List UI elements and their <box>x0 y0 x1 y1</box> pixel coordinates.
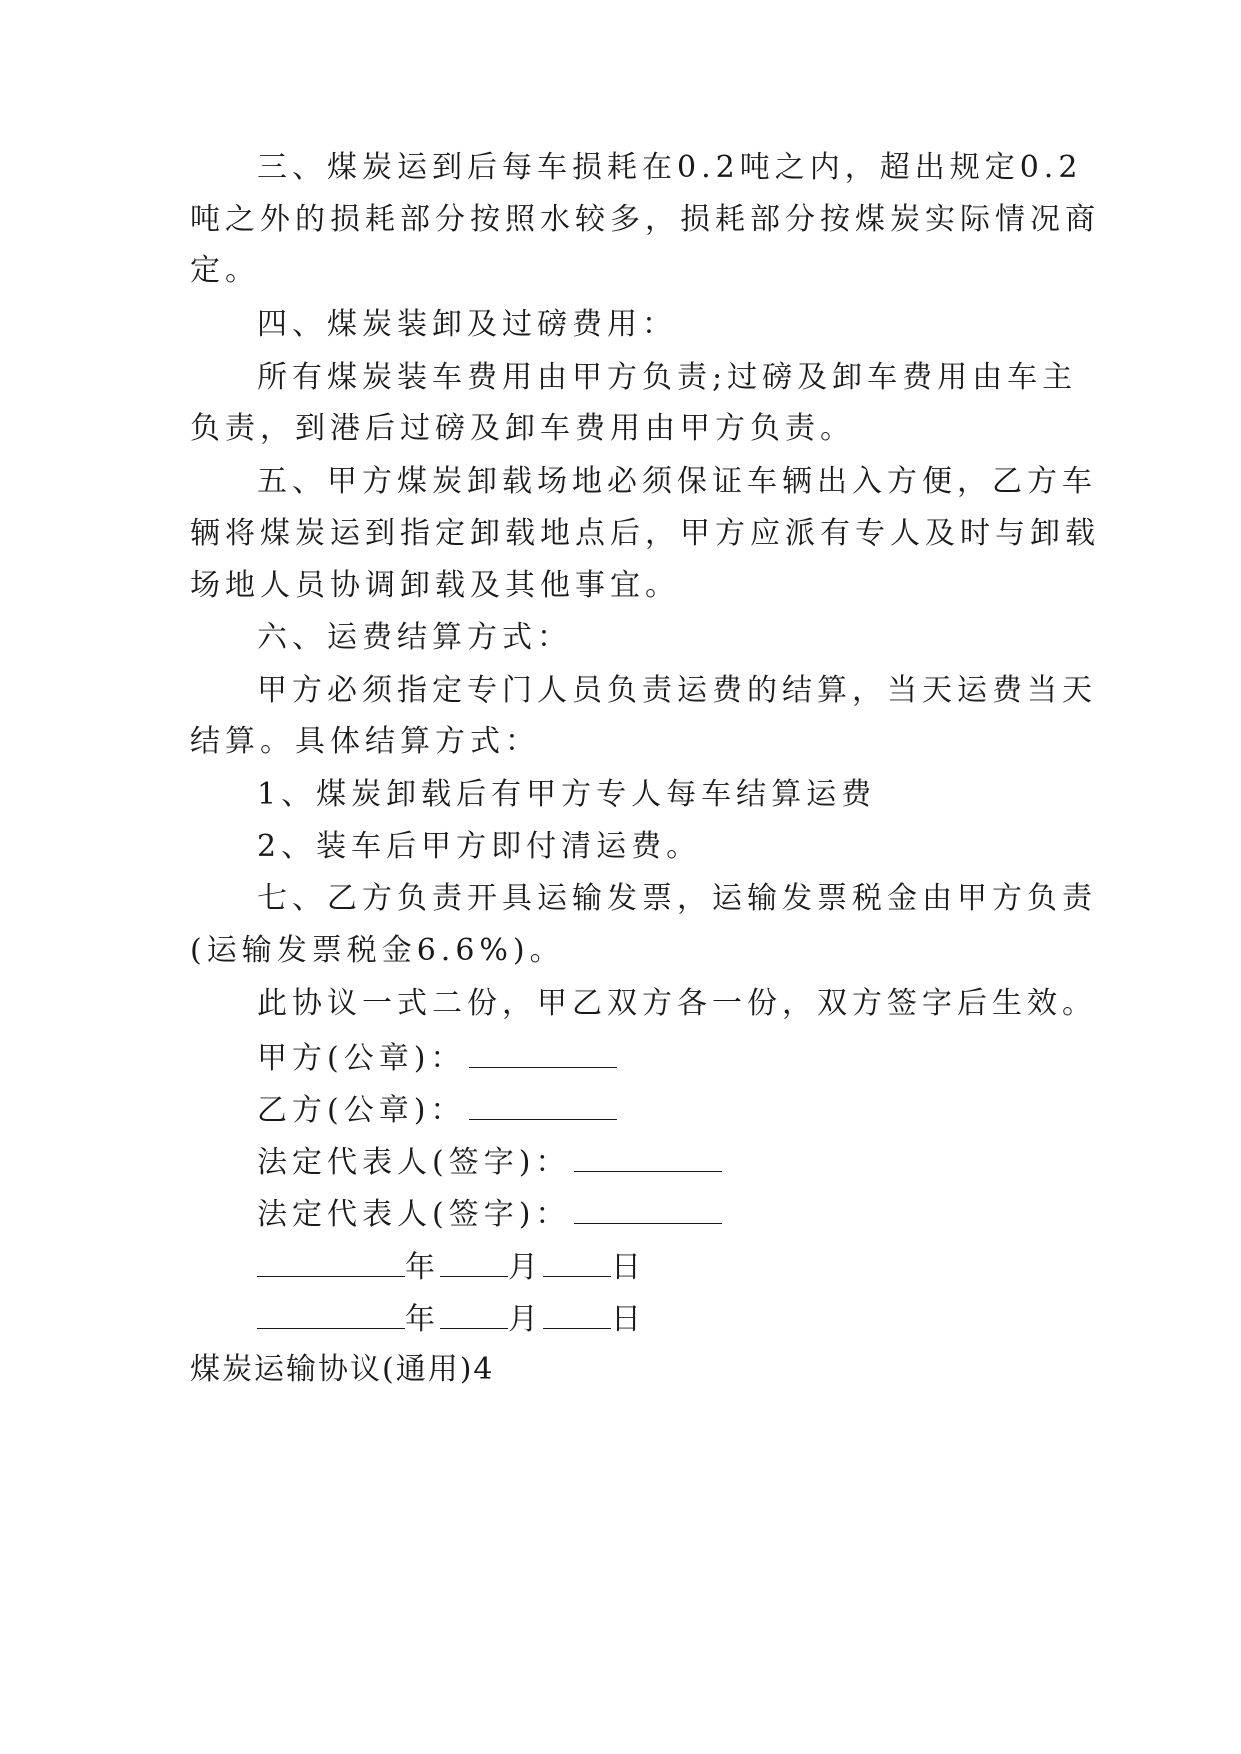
paragraph-7-line-1: 七、乙方负责开具运输发票，运输发票税金由甲方负责 <box>257 881 1097 916</box>
party-a-label: 甲方(公章)： <box>257 1041 466 1076</box>
date-2-year-blank <box>257 1298 405 1329</box>
party-a-seal-blank <box>469 1037 617 1068</box>
paragraph-4-line-2: 负责，到港后过磅及卸车费用由甲方负责。 <box>190 411 855 446</box>
section-4-heading: 四、煤炭装卸及过磅费用： <box>257 307 677 342</box>
next-document-title: 煤炭运输协议(通用)4 <box>190 1352 495 1387</box>
date-line-1 <box>257 1246 646 1288</box>
date-2-day-blank <box>543 1298 611 1329</box>
date-1-month-label: 月 <box>508 1250 543 1285</box>
date-line-2 <box>257 1298 646 1340</box>
settlement-item-2: 2、装车后甲方即付清运费。 <box>257 829 702 864</box>
paragraph-4-line-1: 所有煤炭装车费用由甲方负责;过磅及卸车费用由车主 <box>257 360 1078 395</box>
representative-1-label: 法定代表人(签字)： <box>257 1145 571 1180</box>
section-6-heading: 六、运费结算方式： <box>257 620 572 655</box>
paragraph-7-line-2: (运输发票税金6.6%)。 <box>190 933 565 968</box>
party-b-seal-line <box>257 1089 617 1131</box>
party-b-seal-blank <box>469 1089 617 1120</box>
representative-1-line <box>257 1141 722 1183</box>
paragraph-5-line-2: 辆将煤炭运到指定卸载地点后，甲方应派有专人及时与卸载 <box>190 516 1100 551</box>
paragraph-6-line-1: 甲方必须指定专门人员负责运费的结算，当天运费当天 <box>257 673 1097 708</box>
date-2-month-label: 月 <box>508 1302 543 1337</box>
date-1-day-label: 日 <box>611 1250 646 1285</box>
representative-2-signature-blank <box>574 1193 722 1224</box>
date-1-day-blank <box>543 1246 611 1277</box>
paragraph-6-line-2: 结算。具体结算方式： <box>190 724 540 759</box>
date-1-month-blank <box>440 1246 508 1277</box>
closing-statement: 此协议一式二份，甲乙双方各一份，双方签字后生效。 <box>257 986 1097 1021</box>
representative-1-signature-blank <box>574 1141 722 1172</box>
date-2-year-label: 年 <box>405 1302 440 1337</box>
party-b-label: 乙方(公章)： <box>257 1093 466 1128</box>
date-2-month-blank <box>440 1298 508 1329</box>
party-a-seal-line <box>257 1037 617 1079</box>
paragraph-3-line-3: 定。 <box>190 253 260 288</box>
paragraph-3-line-1: 三、煤炭运到后每车损耗在0.2吨之内，超出规定0.2 <box>257 150 1083 185</box>
date-2-day-label: 日 <box>611 1302 646 1337</box>
date-1-year-blank <box>257 1246 405 1277</box>
paragraph-5-line-1: 五、甲方煤炭卸载场地必须保证车辆出入方便，乙方车 <box>257 464 1097 499</box>
representative-2-line <box>257 1193 722 1235</box>
settlement-item-1: 1、煤炭卸载后有甲方专人每车结算运费 <box>257 777 877 812</box>
representative-2-label: 法定代表人(签字)： <box>257 1197 571 1232</box>
date-1-year-label: 年 <box>405 1250 440 1285</box>
paragraph-5-line-3: 场地人员协调卸载及其他事宜。 <box>190 568 680 603</box>
paragraph-3-line-2: 吨之外的损耗部分按照水较多，损耗部分按煤炭实际情况商 <box>190 202 1100 237</box>
